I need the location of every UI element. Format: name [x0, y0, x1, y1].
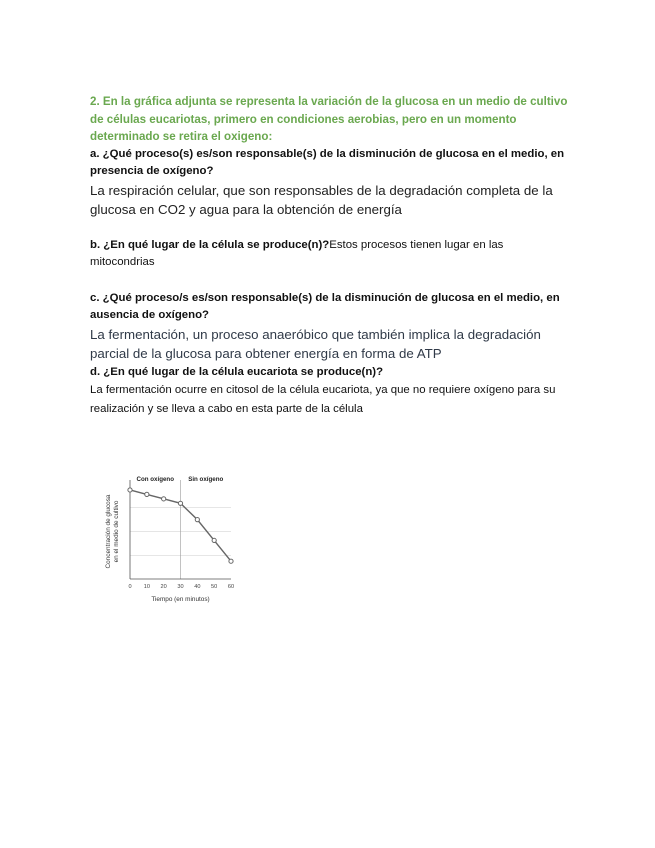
y-axis-label-line2: en el medio de cultivo — [113, 500, 120, 563]
answer-c: La fermentación, un proceso anaeróbico que también implica la degradación parcial de la glucosa para obtener energía en forma de ATP — [90, 326, 541, 361]
y-axis-label-line1: Concentración de glucosa — [105, 494, 112, 569]
x-tick-label-40: 40 — [194, 584, 201, 590]
x-tick-label-60: 60 — [227, 584, 235, 590]
glucose-point-30 — [178, 501, 182, 505]
question-b: b. ¿En qué lugar de la célula se produce(n)? — [90, 238, 330, 251]
x-axis-label: Tiempo (en minutos) — [151, 596, 210, 603]
glucose-point-10 — [145, 492, 149, 496]
question-b-paragraph — [90, 237, 570, 272]
x-tick-label-30: 30 — [177, 584, 184, 590]
answer-b: Estos procesos tienen lugar en las mitocondrias — [90, 238, 504, 268]
glucose-point-40 — [195, 518, 199, 522]
glucose-point-50 — [212, 538, 216, 542]
x-tick-label-20: 20 — [160, 584, 167, 590]
region-label-con-oxigeno: Con oxígeno — [136, 476, 174, 483]
glucose-point-20 — [162, 497, 166, 501]
x-tick-labels — [128, 584, 234, 590]
glucose-chart-svg — [100, 470, 250, 610]
question-a: a. ¿Qué proceso(s) es/son responsable(s) de la disminución de glucosa en el medio, en presencia de oxígeno? — [90, 147, 565, 177]
glucose-chart — [100, 470, 250, 610]
question-d: d. ¿En qué lugar de la célula eucariota se produce(n)? — [90, 365, 384, 378]
answer-d: La fermentación ocurre en citosol de la célula eucariota, ya que no requiere oxígeno para su realización y se lleva a cabo en esta parte de la célula — [90, 384, 556, 415]
main-question: 2. En la gráfica adjunta se representa la variación de la glucosa en un medio de cultivo de células eucariotas, primero en condiciones aerobias, pero en un momento determinado se retira el oxigeno: — [90, 95, 568, 143]
answer-a: La respiración celular, que son responsables de la degradación completa de la glucosa en CO2 y agua para la obtención de energía — [90, 182, 553, 217]
x-tick-label-0: 0 — [128, 584, 132, 590]
y-axis-label-group — [105, 494, 120, 568]
region-label-sin-oxigeno: Sin oxígeno — [188, 476, 224, 483]
glucose-point-0 — [128, 488, 132, 492]
glucose-point-60 — [229, 559, 233, 563]
x-tick-label-50: 50 — [211, 584, 218, 590]
question-c: c. ¿Qué proceso/s es/son responsable(s) de la disminución de glucosa en el medio, en ausencia de oxígeno? — [90, 291, 560, 321]
x-tick-label-10: 10 — [143, 584, 150, 590]
document-body — [90, 93, 570, 419]
